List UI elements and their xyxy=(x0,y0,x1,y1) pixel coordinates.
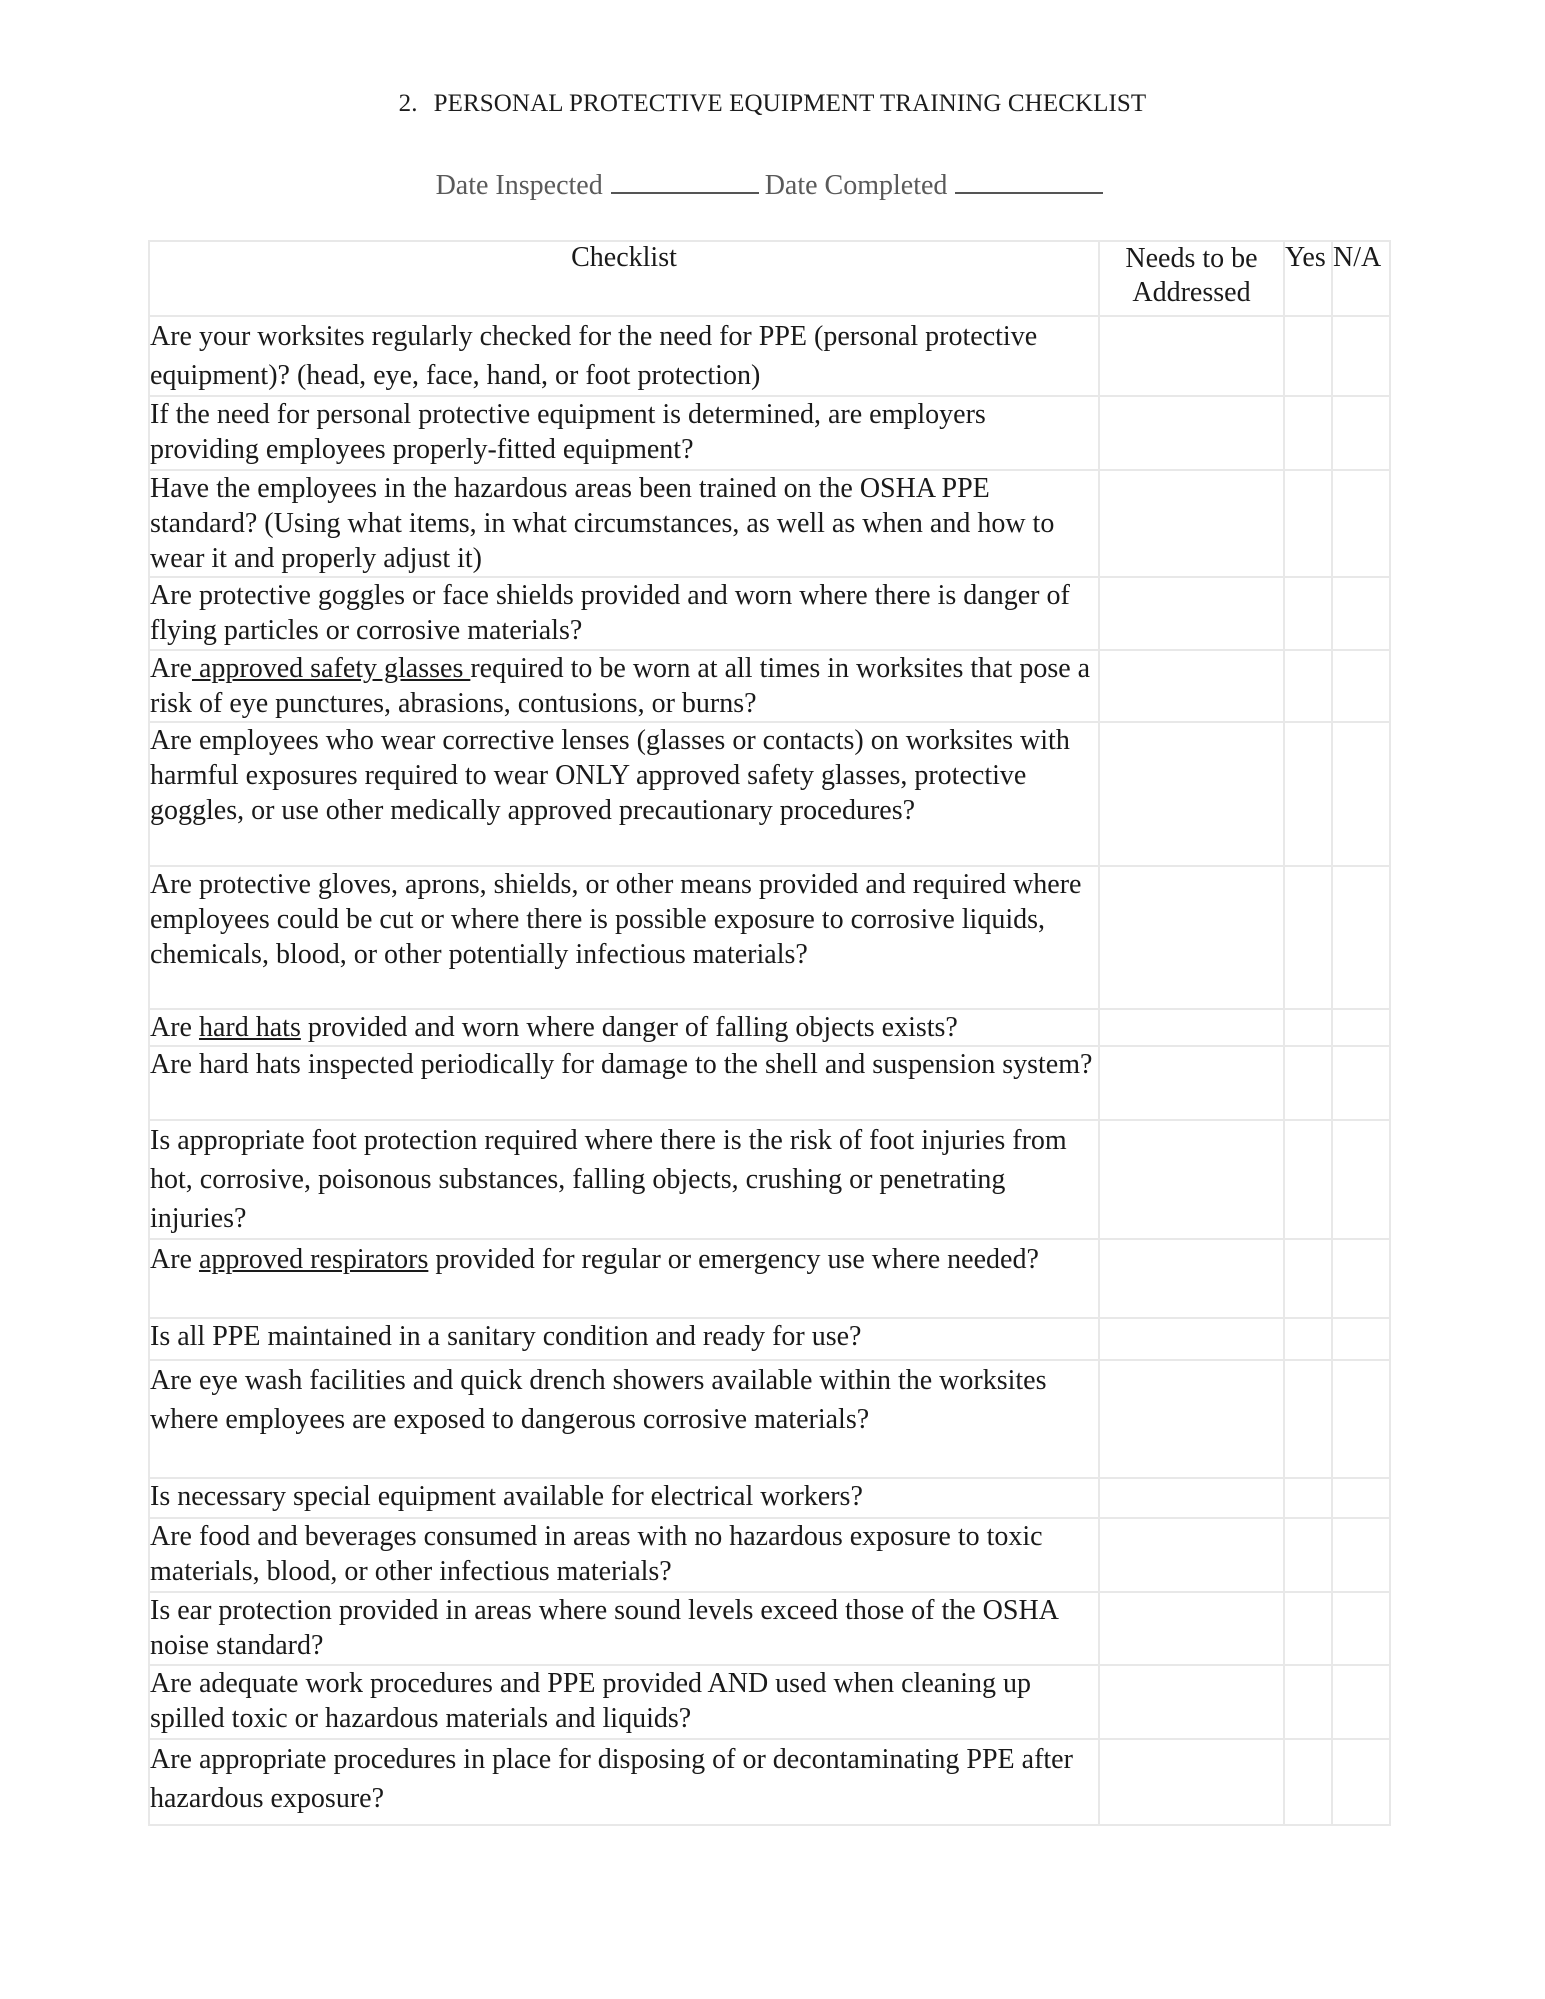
question-text: Is appropriate foot protection required where there is the risk of foot injuries from hot, corrosive, poisonous substances, falling objects, crushing or penetrating injuries? xyxy=(150,1125,1067,1234)
table-row xyxy=(149,1009,1390,1046)
na-cell[interactable] xyxy=(1332,316,1390,396)
section-number: 2. xyxy=(398,90,418,117)
question-text: Is necessary special equipment available for electrical workers? xyxy=(150,1481,863,1512)
question-text: Are food and beverages consumed in areas with no hazardous exposure to toxic materials, blood, or other infectious materials? xyxy=(150,1521,1043,1587)
yes-cell[interactable] xyxy=(1284,1665,1332,1739)
date-completed-label: Date Completed xyxy=(764,170,948,201)
needs-to-be-addressed-cell[interactable] xyxy=(1099,1739,1284,1825)
table-row xyxy=(149,1360,1390,1478)
question-text: Are protective goggles or face shields provided and worn where there is danger of flying particles or corrosive materials? xyxy=(150,580,1070,646)
needs-to-be-addressed-cell[interactable] xyxy=(1099,1478,1284,1518)
yes-cell[interactable] xyxy=(1284,316,1332,396)
table-row xyxy=(149,1046,1390,1120)
yes-cell[interactable] xyxy=(1284,866,1332,1009)
checklist-question xyxy=(149,722,1099,866)
title-text: PERSONAL PROTECTIVE EQUIPMENT TRAINING CHECKLIST xyxy=(433,90,1147,117)
checklist-question xyxy=(149,1478,1099,1518)
na-cell[interactable] xyxy=(1332,1318,1390,1360)
checklist-question xyxy=(149,1518,1099,1592)
date-completed-field[interactable] xyxy=(955,168,1103,194)
question-text: Are xyxy=(150,653,192,684)
checklist-question xyxy=(149,1120,1099,1239)
checklist-question xyxy=(149,1592,1099,1665)
checklist-question xyxy=(149,316,1099,396)
checklist-question xyxy=(149,1046,1099,1120)
na-cell[interactable] xyxy=(1332,1120,1390,1239)
needs-to-be-addressed-cell[interactable] xyxy=(1099,577,1284,650)
needs-to-be-addressed-cell[interactable] xyxy=(1099,1592,1284,1665)
na-cell[interactable] xyxy=(1332,1518,1390,1592)
page-title xyxy=(0,90,1545,118)
needs-to-be-addressed-cell[interactable] xyxy=(1099,1239,1284,1318)
needs-to-be-addressed-cell[interactable] xyxy=(1099,396,1284,470)
table-row xyxy=(149,1478,1390,1518)
question-text: If the need for personal protective equipment is determined, are employers providing employees properly-fitted equipment? xyxy=(150,399,986,465)
needs-to-be-addressed-cell[interactable] xyxy=(1099,650,1284,722)
table-row xyxy=(149,316,1390,396)
na-cell[interactable] xyxy=(1332,1665,1390,1739)
yes-cell[interactable] xyxy=(1284,1318,1332,1360)
na-cell[interactable] xyxy=(1332,1009,1390,1046)
yes-cell[interactable] xyxy=(1284,470,1332,577)
needs-to-be-addressed-cell[interactable] xyxy=(1099,1046,1284,1120)
yes-cell[interactable] xyxy=(1284,1009,1332,1046)
question-text: Are appropriate procedures in place for disposing of or decontaminating PPE after hazardous exposure? xyxy=(150,1744,1073,1814)
checklist-question xyxy=(149,1239,1099,1318)
question-text: Are xyxy=(150,1244,199,1275)
header-checklist: Checklist xyxy=(149,241,1099,316)
table-row xyxy=(149,1318,1390,1360)
na-cell[interactable] xyxy=(1332,722,1390,866)
date-line xyxy=(0,168,1545,202)
needs-to-be-addressed-cell[interactable] xyxy=(1099,316,1284,396)
checklist-question xyxy=(149,470,1099,577)
yes-cell[interactable] xyxy=(1284,722,1332,866)
question-text: Are employees who wear corrective lenses (glasses or contacts) on worksites with harmful exposures required to wear ONLY approved safety glasses, protective goggles, or use other medically approved precautionary procedures? xyxy=(150,725,1070,826)
na-cell[interactable] xyxy=(1332,1360,1390,1478)
table-row xyxy=(149,722,1390,866)
question-text: Have the employees in the hazardous areas been trained on the OSHA PPE standard? (Using what items, in what circumstances, as well as when and how to wear it and properly adjust it) xyxy=(150,473,1055,574)
question-text: Are xyxy=(150,1012,199,1043)
yes-cell[interactable] xyxy=(1284,1120,1332,1239)
needs-to-be-addressed-cell[interactable] xyxy=(1099,1318,1284,1360)
header-na: N/A xyxy=(1332,241,1390,316)
question-text: Are your worksites regularly checked for the need for PPE (personal protective equipment)? (head, eye, face, hand, or foot protection) xyxy=(150,321,1038,391)
header-needs-to-be-addressed xyxy=(1099,241,1284,316)
question-text-continued: provided for regular or emergency use where needed? xyxy=(428,1244,1039,1275)
checklist-question xyxy=(149,1318,1099,1360)
table-header-row xyxy=(149,241,1390,316)
checklist-question xyxy=(149,866,1099,1009)
question-text: Are protective gloves, aprons, shields, or other means provided and required where employees could be cut or where there is possible exposure to corrosive liquids, chemicals, blood, or other potentially infectious materials? xyxy=(150,869,1082,970)
checklist-question xyxy=(149,1009,1099,1046)
question-text: Are adequate work procedures and PPE provided AND used when cleaning up spilled toxic or hazardous materials and liquids? xyxy=(150,1668,1031,1734)
na-cell[interactable] xyxy=(1332,650,1390,722)
checklist-table xyxy=(148,240,1391,1826)
checklist-question xyxy=(149,1739,1099,1825)
yes-cell[interactable] xyxy=(1284,1046,1332,1120)
table-row xyxy=(149,866,1390,1009)
checklist-question xyxy=(149,577,1099,650)
table-row xyxy=(149,1239,1390,1318)
yes-cell[interactable] xyxy=(1284,1518,1332,1592)
question-underlined-term: hard hats xyxy=(198,1012,301,1043)
yes-cell[interactable] xyxy=(1284,1239,1332,1318)
question-underlined-term: approved safety glasses xyxy=(191,653,471,684)
question-text-continued: provided and worn where danger of falling objects exists? xyxy=(300,1012,958,1043)
question-text-continued: required to be worn at all times in worksites that pose a risk of eye punctures, abrasions, contusions, or burns? xyxy=(150,653,1091,719)
needs-to-be-addressed-cell[interactable] xyxy=(1099,866,1284,1009)
table-row xyxy=(149,1518,1390,1592)
question-text: Are hard hats inspected periodically for damage to the shell and suspension system? xyxy=(150,1049,1093,1080)
yes-cell[interactable] xyxy=(1284,1360,1332,1478)
header-needs-line2: Addressed xyxy=(1132,277,1251,308)
table-row xyxy=(149,577,1390,650)
header-needs-line1: Needs to be xyxy=(1125,243,1258,274)
na-cell[interactable] xyxy=(1332,1478,1390,1518)
yes-cell[interactable] xyxy=(1284,1739,1332,1825)
na-cell[interactable] xyxy=(1332,1592,1390,1665)
checklist-question xyxy=(149,396,1099,470)
yes-cell[interactable] xyxy=(1284,650,1332,722)
na-cell[interactable] xyxy=(1332,1239,1390,1318)
table-row xyxy=(149,470,1390,577)
question-text: Is all PPE maintained in a sanitary condition and ready for use? xyxy=(150,1321,862,1352)
needs-to-be-addressed-cell[interactable] xyxy=(1099,1120,1284,1239)
needs-to-be-addressed-cell[interactable] xyxy=(1099,1665,1284,1739)
question-text: Is ear protection provided in areas where sound levels exceed those of the OSHA noise standard? xyxy=(150,1595,1058,1661)
needs-to-be-addressed-cell[interactable] xyxy=(1099,722,1284,866)
na-cell[interactable] xyxy=(1332,396,1390,470)
na-cell[interactable] xyxy=(1332,1739,1390,1825)
table-row xyxy=(149,1120,1390,1239)
header-yes: Yes xyxy=(1284,241,1332,316)
table-row xyxy=(149,1739,1390,1825)
yes-cell[interactable] xyxy=(1284,577,1332,650)
table-row xyxy=(149,1592,1390,1665)
date-inspected-field[interactable] xyxy=(611,168,759,194)
table-row xyxy=(149,1665,1390,1739)
table-row xyxy=(149,650,1390,722)
na-cell[interactable] xyxy=(1332,470,1390,577)
yes-cell[interactable] xyxy=(1284,1592,1332,1665)
checklist-question xyxy=(149,1360,1099,1478)
needs-to-be-addressed-cell[interactable] xyxy=(1099,1009,1284,1046)
na-cell[interactable] xyxy=(1332,577,1390,650)
yes-cell[interactable] xyxy=(1284,1478,1332,1518)
table-row xyxy=(149,396,1390,470)
question-text: Are eye wash facilities and quick drench showers available within the worksites where employees are exposed to dangerous corrosive materials? xyxy=(150,1365,1047,1435)
needs-to-be-addressed-cell[interactable] xyxy=(1099,1518,1284,1592)
na-cell[interactable] xyxy=(1332,1046,1390,1120)
needs-to-be-addressed-cell[interactable] xyxy=(1099,470,1284,577)
yes-cell[interactable] xyxy=(1284,396,1332,470)
checklist-question xyxy=(149,1665,1099,1739)
checklist-question xyxy=(149,650,1099,722)
na-cell[interactable] xyxy=(1332,866,1390,1009)
date-inspected-label: Date Inspected xyxy=(435,170,603,201)
needs-to-be-addressed-cell[interactable] xyxy=(1099,1360,1284,1478)
question-underlined-term: approved respirators xyxy=(198,1244,429,1275)
